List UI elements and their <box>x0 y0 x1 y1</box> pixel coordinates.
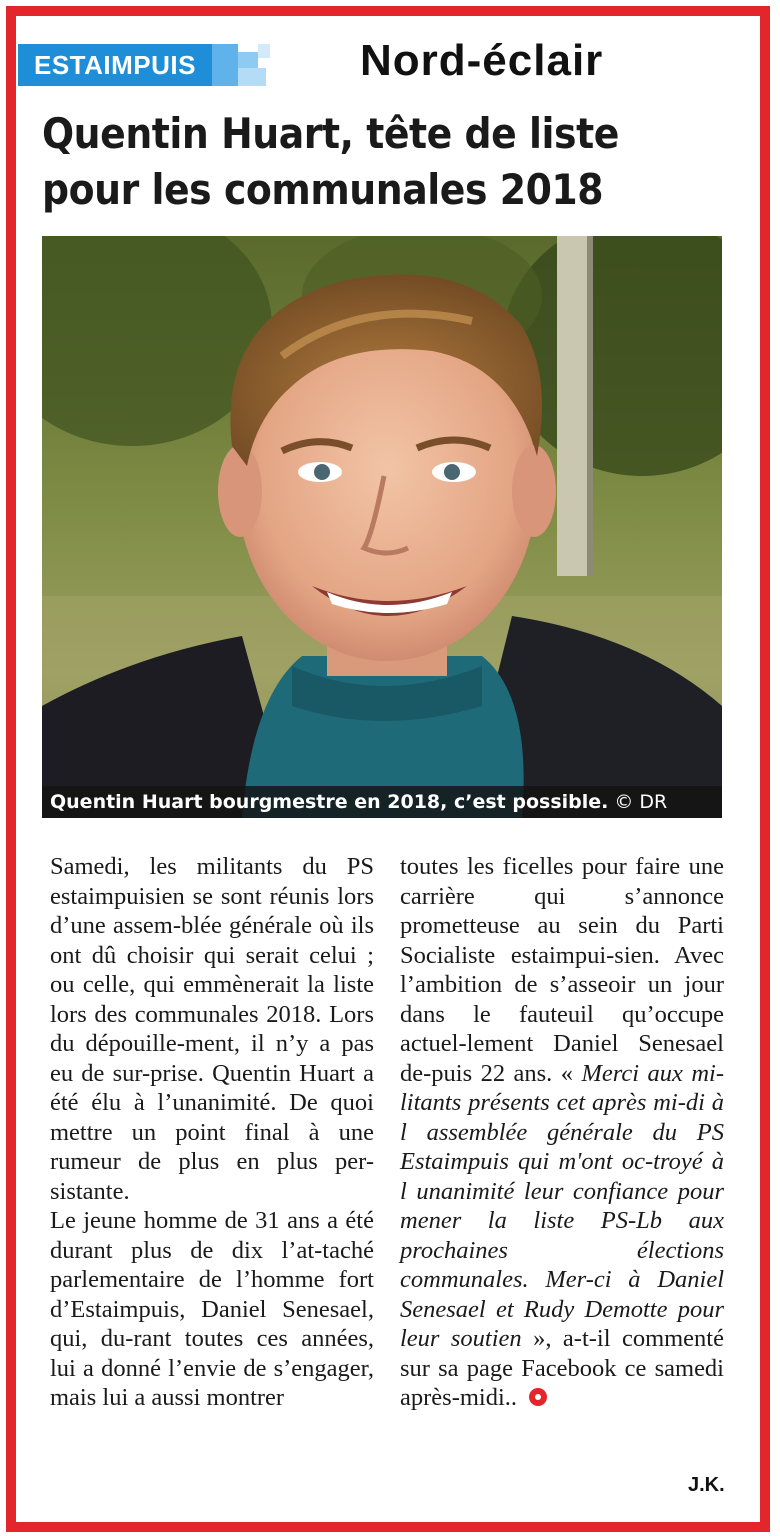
article-column-1 <box>50 852 374 1413</box>
caption-credit: © DR <box>614 791 668 813</box>
section-tag <box>18 44 282 86</box>
portrait-illustration <box>42 236 722 818</box>
paragraph-2: Le jeune homme de 31 ans a été durant plus de dix l’at-taché parlementaire de l’homme fort d’Estaimpuis, Daniel Senesael, qui, du-rant toutes ces années, lui a donné l’envie de s’engager, mais lui a aussi montrer <box>50 1207 374 1411</box>
paragraph-3-end: », a-t-il commenté sur sa page Facebook ce samedi après-midi.. <box>400 1325 724 1411</box>
article-column-2 <box>400 852 724 1413</box>
paragraph-3 <box>400 852 724 1413</box>
end-mark-icon <box>529 1388 547 1406</box>
quote-text: Merci aux mi-litants présents cet après mi-di à l assemblée générale du PS Estaimpuis qui m'ont oc-troyé à l unanimité leur confiance pour mener la liste PS-Lb aux prochaines élections communales. Mer-ci à Daniel Senesael et Rudy Demotte pour leur soutien <box>400 1059 724 1352</box>
caption-text: Quentin Huart bourgmestre en 2018, c’est possible. <box>50 791 609 813</box>
paragraph-1: Samedi, les militants du PS estaimpuisien se sont réunis lors d’une assem-blée générale où ils ont dû choisir qui serait celui ; ou celle, qui emmènerait la liste lors des communales 2018. Lors du dépouille-ment, il n’y a pas eu de sur-prise. Quentin Huart a été élu à l’unanimité. De quoi mettre un point final à une rumeur de plus en plus per-sistante. <box>50 853 374 1205</box>
tag-decoration <box>212 44 282 86</box>
section-tag-label: ESTAIMPUIS <box>18 44 212 86</box>
portrait-photo <box>42 236 722 818</box>
masthead: Nord-éclair <box>360 36 604 85</box>
photo-caption <box>42 786 722 818</box>
paragraph-3-text: toutes les ficelles pour faire une carrière qui s’annonce prometteuse au sein du Parti Socialiste estaimpui-sien. Avec l’ambition de s’asseoir un jour dans le fauteuil qu’occupe actuel-lement Daniel Senesael de-puis 22 ans. « <box>400 853 724 1087</box>
author-signature: J.K. <box>688 1474 725 1496</box>
headline: Quentin Huart, tête de liste pour les communales 2018 <box>42 109 619 214</box>
